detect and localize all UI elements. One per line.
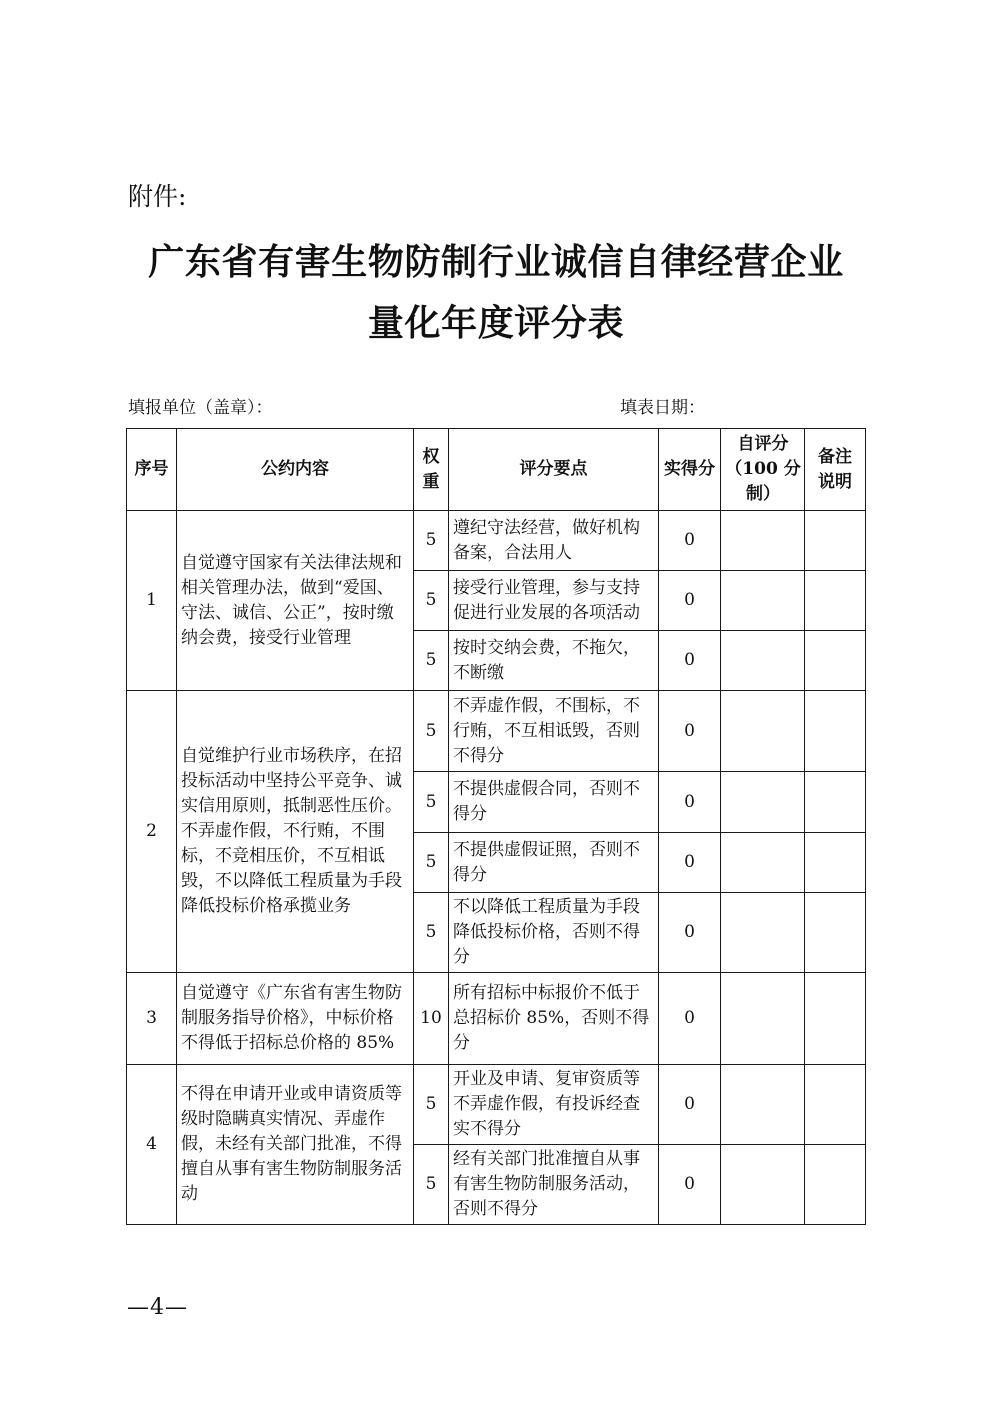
- group-index: 3: [127, 973, 177, 1065]
- item-criteria: 不弄虚作假，不围标，不行贿，不互相诋毁，否则不得分: [449, 691, 659, 772]
- group-index: 1: [127, 511, 177, 691]
- item-weight: 5: [414, 631, 449, 691]
- group-content: 自觉遵守国家有关法律法规和相关管理办法，做到“爱国、守法、诚信、公正”，按时缴纳会费，接受行业管理: [177, 511, 414, 691]
- item-actual-score: 0: [659, 973, 721, 1065]
- item-criteria: 不提供虚假合同，否则不得分: [449, 772, 659, 833]
- item-actual-score: 0: [659, 772, 721, 833]
- item-self-score: [721, 571, 805, 631]
- table-row: [127, 973, 866, 1065]
- item-criteria: 不以降低工程质量为手段降低投标价格，否则不得分: [449, 893, 659, 973]
- item-self-score: [721, 893, 805, 973]
- item-criteria: 按时交纳会费，不拖欠，不断缴: [449, 631, 659, 691]
- item-self-score: [721, 1065, 805, 1145]
- item-remark: [805, 893, 866, 973]
- header-self-score-cell: [721, 429, 805, 511]
- item-weight: 5: [414, 1065, 449, 1145]
- group-index: 4: [127, 1065, 177, 1225]
- item-actual-score: 0: [659, 511, 721, 571]
- header-content: 公约内容: [177, 429, 414, 511]
- item-actual-score: 0: [659, 691, 721, 772]
- item-self-score: [721, 833, 805, 893]
- item-remark: [805, 973, 866, 1065]
- header-actual-score: 实得分: [659, 429, 721, 511]
- table-row: [127, 691, 866, 772]
- item-actual-score: 0: [659, 631, 721, 691]
- item-weight: 5: [414, 571, 449, 631]
- item-weight: 5: [414, 1145, 449, 1225]
- item-weight: 10: [414, 973, 449, 1065]
- item-criteria: 遵纪守法经营，做好机构备案，合法用人: [449, 511, 659, 571]
- item-weight: 5: [414, 772, 449, 833]
- table-row: [127, 511, 866, 571]
- item-actual-score: 0: [659, 1145, 721, 1225]
- item-actual-score: 0: [659, 1065, 721, 1145]
- item-actual-score: 0: [659, 893, 721, 973]
- header-criteria: 评分要点: [449, 429, 659, 511]
- item-self-score: [721, 631, 805, 691]
- item-weight: 5: [414, 833, 449, 893]
- fill-unit-label: 填报单位（盖章）：: [128, 398, 273, 418]
- item-self-score: [721, 1145, 805, 1225]
- document-title-line-1: 广东省有害生物防制行业诚信自律经营企业: [148, 241, 844, 283]
- item-weight: 5: [414, 691, 449, 772]
- score-table: [126, 428, 866, 1225]
- header-remark-cell: [805, 429, 866, 511]
- header-self-score: 自评分（100 分制）: [725, 434, 801, 504]
- page-number: —4—: [127, 1295, 188, 1320]
- fill-date-label: 填表日期：: [620, 398, 705, 418]
- item-remark: [805, 571, 866, 631]
- header-row: [127, 429, 866, 511]
- document-title-line-2: 量化年度评分表: [367, 302, 625, 344]
- item-remark: [805, 631, 866, 691]
- item-self-score: [721, 691, 805, 772]
- header-weight: 权重: [414, 429, 449, 511]
- item-self-score: [721, 772, 805, 833]
- item-self-score: [721, 973, 805, 1065]
- group-content: 自觉遵守《广东省有害生物防制服务指导价格》，中标价格不得低于招标总价格的 85%: [177, 973, 414, 1065]
- group-index: 2: [127, 691, 177, 973]
- header-index: 序号: [127, 429, 177, 511]
- item-criteria: 所有招标中标报价不低于总招标价 85%，否则不得分: [449, 973, 659, 1065]
- item-criteria: 经有关部门批准擅自从事有害生物防制服务活动，否则不得分: [449, 1145, 659, 1225]
- item-criteria: 不提供虚假证照，否则不得分: [449, 833, 659, 893]
- header-remark: 备注说明: [818, 446, 852, 492]
- attachment-label: 附件:: [128, 182, 187, 211]
- group-content: 不得在申请开业或申请资质等级时隐瞒真实情况、弄虚作假，未经有关部门批准，不得擅自从事有害生物防制服务活动: [177, 1065, 414, 1225]
- item-remark: [805, 833, 866, 893]
- table-row: [127, 1065, 866, 1145]
- item-remark: [805, 691, 866, 772]
- item-criteria: 接受行业管理，参与支持促进行业发展的各项活动: [449, 571, 659, 631]
- group-content: 自觉维护行业市场秩序，在招投标活动中坚持公平竞争、诚实信用原则，抵制恶性压价。不弄虚作假，不行贿，不围标，不竞相压价，不互相诋毁，不以降低工程质量为手段降低投标价格承揽业务: [177, 691, 414, 973]
- item-self-score: [721, 511, 805, 571]
- item-remark: [805, 511, 866, 571]
- item-criteria: 开业及申请、复审资质等不弄虚作假，有投诉经查实不得分: [449, 1065, 659, 1145]
- item-actual-score: 0: [659, 571, 721, 631]
- item-remark: [805, 772, 866, 833]
- item-actual-score: 0: [659, 833, 721, 893]
- item-weight: 5: [414, 893, 449, 973]
- item-weight: 5: [414, 511, 449, 571]
- item-remark: [805, 1145, 866, 1225]
- item-remark: [805, 1065, 866, 1145]
